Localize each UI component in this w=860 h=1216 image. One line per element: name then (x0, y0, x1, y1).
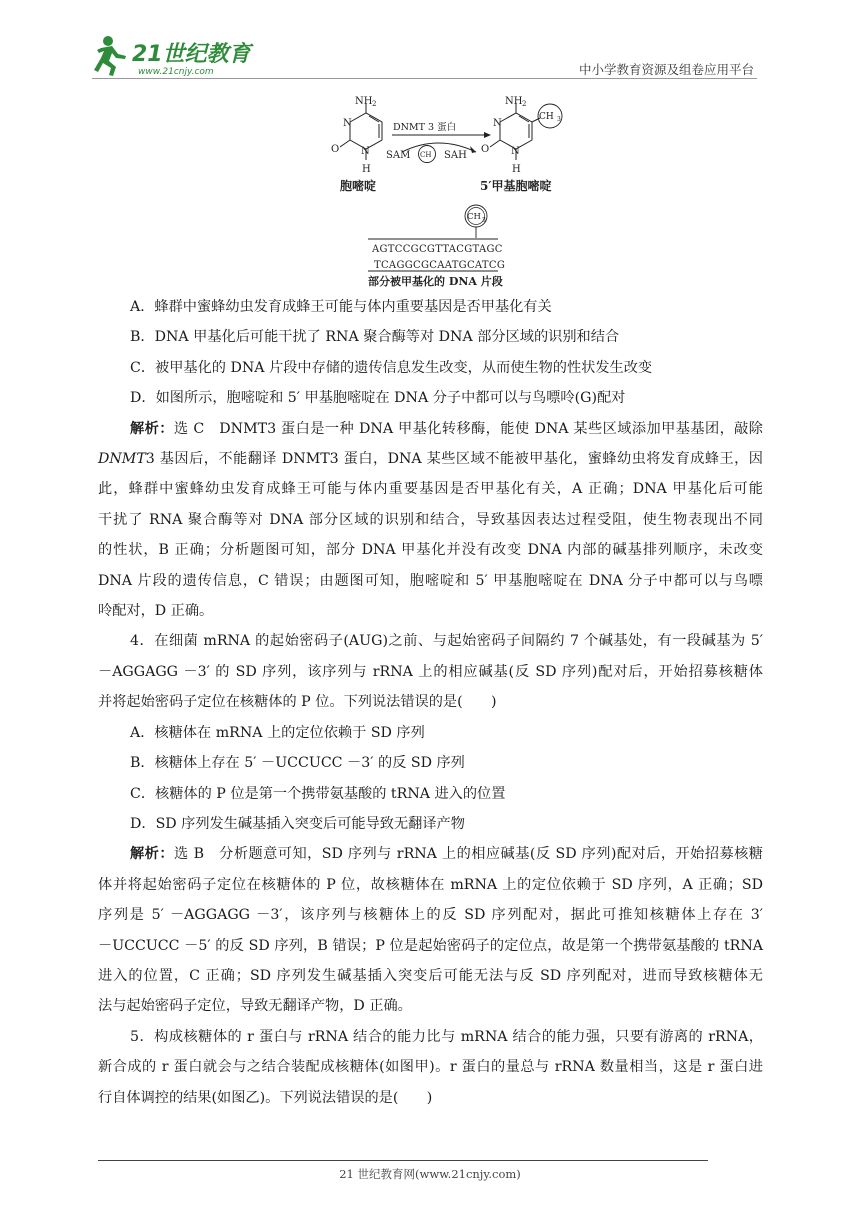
o-label: O (481, 144, 490, 155)
explanation-line: DNA 片段的遗传信息，C 错误；由题图可知，胞嘧啶和 5′ 甲基胞嘧啶在 DNA 分子中都可以与鸟嘌 (98, 572, 763, 589)
explanation-line: 进入的位置，C 正确；SD 序列发生碱基插入突变后可能无法与反 SD 序列配对，进而导致核糖体无 (98, 967, 763, 984)
cytosine-label: 胞嘧啶 (340, 179, 377, 193)
question-3-options (98, 292, 763, 414)
explanation-line: 序列是 5′ －AGGAGG －3′，该序列与核糖体上的反 SD 序列配对，据此可推知核糖体上存在 3′ (98, 907, 763, 924)
nh2-label: NH (355, 96, 373, 107)
runner-icon (94, 36, 126, 76)
n-label: N (511, 146, 520, 157)
logo-main-text: 21世纪教育 (132, 42, 251, 67)
footer-divider (98, 1160, 708, 1161)
h-label: H (362, 164, 371, 175)
explanation-line: 法与起始密码子定位，导致无翻译产物，D 正确。 (98, 998, 412, 1015)
o-label: O (331, 144, 340, 155)
logo (92, 34, 262, 78)
sam-label: SAM (386, 150, 411, 161)
option-d: D．如图所示，胞嘧啶和 5′ 甲基胞嘧啶在 DNA 分子中都可以与鸟嘌呤(G)配对 (130, 390, 626, 407)
explanation-line: 的性状，B 正确；分析题图可知，部分 DNA 甲基化并没有改变 DNA 内部的碱基排列顺序，未改变 (98, 542, 763, 559)
option-a: A．核糖体在 mRNA 上的定位依赖于 SD 序列 (130, 724, 425, 741)
header-divider (92, 78, 757, 79)
explanation-line: 解析：选 B 分析题意可知，SD 序列与 rRNA 上的相应碱基(反 SD 序列)配对后，开始招募核糖 (130, 846, 763, 863)
question-stem-line: 5．构成核糖体的 r 蛋白与 rRNA 结合的能力比与 mRNA 结合的能力强，只要有游离的 rRNA， (130, 1028, 763, 1045)
explanation-line: 解析：选 C DNMT3 蛋白是一种 DNA 甲基化转移酶，能使 DNA 某些区域添加甲基基团，敲除 (130, 420, 763, 437)
question-stem-line: －AGGAGG －3′ 的 SD 序列，该序列与 rRNA 上的相应碱基(反 SD 序列)配对后，开始招募核糖体 (98, 663, 763, 680)
question-5 (98, 1022, 763, 1113)
svg-text:3: 3 (482, 217, 486, 224)
option-d: D．SD 序列发生碱基插入突变后可能导致无翻译产物 (130, 815, 465, 832)
reaction-arrow (386, 121, 491, 163)
question-4-explanation (98, 839, 763, 1021)
explanation-line: 此，蜂群中蜜蜂幼虫发育成蜂王可能与体内重要基因是否甲基化有关，A 正确；DNA 甲基化后可能 (98, 481, 763, 498)
dna-caption: 部分被甲基化的 DNA 片段 (368, 275, 503, 288)
option-b: B．DNA 甲基化后可能干扰了 RNA 聚合酶等对 DNA 部分区域的识别和结合 (130, 329, 620, 346)
explanation-line: －UCCUCC －5′ 的反 SD 序列，B 错误；P 位是起始密码子的定位点，故是第一个携带氨基酸的 tRNA (98, 937, 763, 954)
option-a: A．蜂群中蜜蜂幼虫发育成蜂王可能与体内重要基因是否甲基化有关 (130, 299, 552, 315)
option-c: C．核糖体的 P 位是第一个携带氨基酸的 tRNA 进入的位置 (130, 785, 506, 802)
n-label: N (343, 118, 352, 129)
nh2-label: NH (505, 96, 523, 107)
dna-top-strand: AGTCCGCGTTACGTAGC (372, 244, 503, 255)
platform-name: 中小学教育资源及组卷应用平台 (578, 62, 754, 77)
sah-label: SAH (444, 150, 467, 161)
explanation-line: 体并将起始密码子定位在核糖体的 P 位，故核糖体在 mRNA 上的定位依赖于 SD 序列，A 正确；SD (98, 876, 763, 893)
enzyme-label: DNMT 3 蛋白 (393, 122, 457, 133)
svg-text:3: 3 (557, 116, 561, 123)
ch3-methyl-label: CH (539, 112, 554, 122)
methylcytosine-label: 5′甲基胞嘧啶 (480, 179, 552, 193)
explanation-label: 解析： (130, 846, 174, 863)
n-label: N (493, 118, 502, 129)
n-label: N (361, 146, 370, 157)
explanation-label: 解析： (130, 420, 174, 437)
question-stem-line: 并将起始密码子定位在核糖体的 P 位。下列说法错误的是( ) (98, 694, 497, 711)
explanation-line: 干扰了 RNA 聚合酶等对 DNA 部分区域的识别和结合，导致基因表达过程受阻，使生物表现出不同 (98, 511, 763, 528)
page-header (0, 0, 860, 90)
explanation-line: 呤配对，D 正确。 (98, 603, 214, 620)
explanation-line: DNMT3 基因后，不能翻译 DNMT3 蛋白，DNA 某些区域不能被甲基化，蜜蜂幼虫将发育成蜂王，因 (98, 451, 763, 468)
h-label: H (512, 164, 521, 175)
dna-fragment (368, 205, 505, 288)
cytosine-structure (331, 96, 382, 193)
logo-sub-text: www.21cnjy.com (138, 67, 214, 77)
question-stem-line: 新合成的 r 蛋白就会与之结合装配成核糖体(如图甲)。r 蛋白的量总与 rRNA 数量相当，这是 r 蛋白进 (98, 1059, 763, 1076)
dna-bottom-strand: TCAGGCGCAATGCATCG (374, 260, 506, 271)
footer-text: 21 世纪教育网(www.21cnjy.com) (339, 1167, 521, 1181)
option-c: C．被甲基化的 DNA 片段中存储的遗传信息发生改变，从而使生物的性状发生改变 (130, 359, 653, 376)
option-b: B．核糖体上存在 5′ －UCCUCC －3′ 的反 SD 序列 (130, 755, 465, 772)
svg-text:2: 2 (522, 100, 527, 108)
main-content (98, 292, 763, 1113)
question-4 (98, 626, 763, 839)
question-3-explanation (98, 414, 763, 627)
ch3-small-label: CH (420, 151, 432, 159)
question-stem-line: 行自体调控的结果(如图乙)。下列说法错误的是( ) (98, 1089, 433, 1106)
methylcytosine-structure (480, 96, 562, 193)
svg-text:2: 2 (372, 100, 377, 108)
methylation-diagram (320, 92, 580, 292)
question-stem-line: 4．在细菌 mRNA 的起始密码子(AUG)之前、与起始密码子间隔约 7 个碱基处，有一段碱基为 5′ (130, 633, 763, 650)
ch3-dna-label: CH (467, 212, 481, 222)
